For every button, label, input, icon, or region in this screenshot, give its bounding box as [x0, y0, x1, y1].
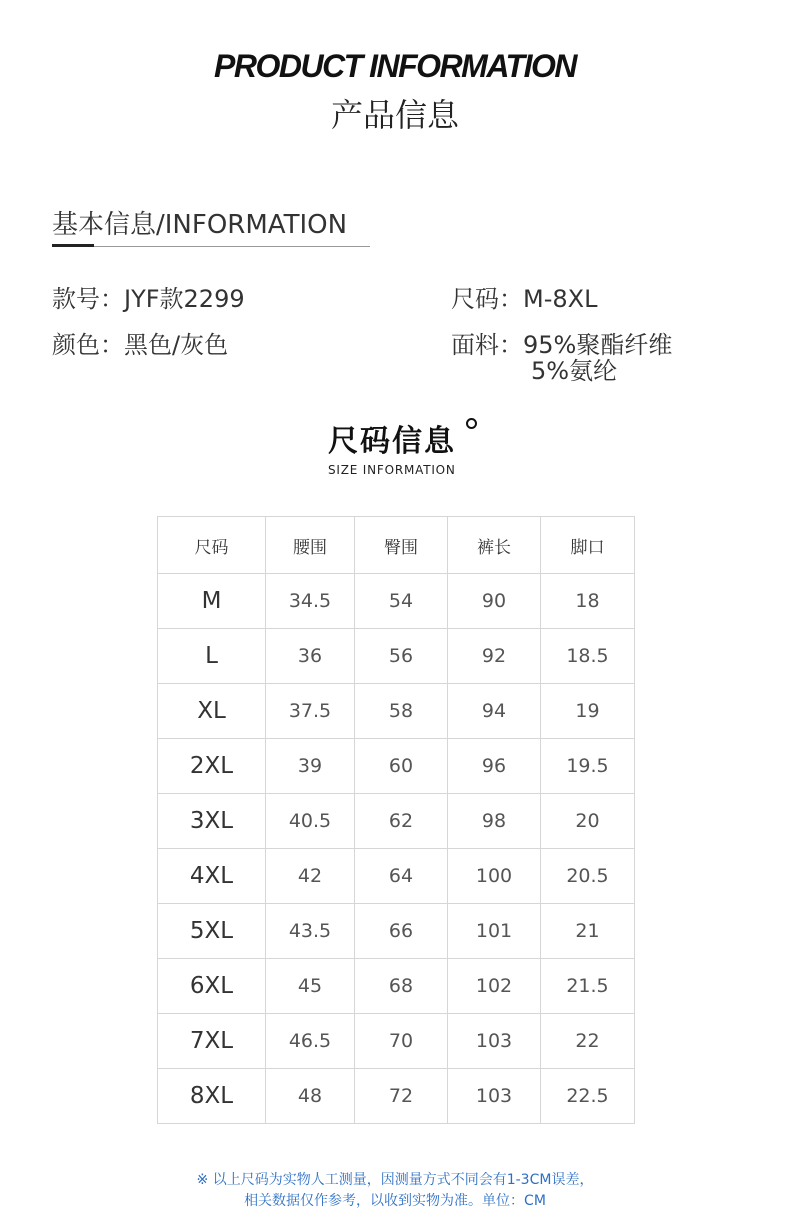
- cell-length: 103: [448, 1069, 541, 1124]
- cell-size: 2XL: [158, 739, 266, 794]
- color-row: [52, 330, 228, 360]
- measurement-note-line-2: 相关数据仅作参考，以收到实物为准。单位：CM: [244, 1193, 546, 1209]
- basic-info-heading: 基本信息/INFORMATION: [52, 210, 348, 240]
- size-range-row: [451, 284, 597, 314]
- header-length: 裤长: [448, 517, 541, 574]
- cell-size: M: [158, 574, 266, 629]
- size-section-subtitle: SIZE INFORMATION: [328, 463, 456, 477]
- fabric-value-2: 5%氨纶: [531, 357, 618, 385]
- table-row: [158, 1014, 635, 1069]
- fabric-value-1: 95%聚酯纤维: [523, 331, 673, 359]
- table-row: [158, 959, 635, 1014]
- cell-length: 103: [448, 1014, 541, 1069]
- heading-underline: [52, 246, 370, 247]
- color-value: 黑色/灰色: [124, 331, 229, 359]
- size-range-label: 尺码：: [451, 285, 523, 313]
- cell-size: XL: [158, 684, 266, 739]
- cell-length: 90: [448, 574, 541, 629]
- cell-length: 101: [448, 904, 541, 959]
- cell-hip: 64: [355, 849, 448, 904]
- table-row: [158, 1069, 635, 1124]
- cell-size: 8XL: [158, 1069, 266, 1124]
- size-section-title: 尺码信息: [328, 424, 456, 459]
- cell-hip: 58: [355, 684, 448, 739]
- header-waist: 腰围: [266, 517, 355, 574]
- cell-length: 102: [448, 959, 541, 1014]
- style-number-value: JYF款2299: [124, 285, 245, 313]
- cell-size: 5XL: [158, 904, 266, 959]
- header-size: 尺码: [158, 517, 266, 574]
- cell-waist: 46.5: [266, 1014, 355, 1069]
- cell-waist: 34.5: [266, 574, 355, 629]
- table-row: [158, 904, 635, 959]
- cell-leg-opening: 20: [541, 794, 635, 849]
- heading-underline-accent: [52, 244, 94, 247]
- cell-leg-opening: 18: [541, 574, 635, 629]
- cell-leg-opening: 21: [541, 904, 635, 959]
- cell-leg-opening: 21.5: [541, 959, 635, 1014]
- cell-hip: 68: [355, 959, 448, 1014]
- cell-length: 98: [448, 794, 541, 849]
- cell-hip: 54: [355, 574, 448, 629]
- size-table: [157, 516, 635, 1124]
- table-row: [158, 684, 635, 739]
- header-leg-opening: 脚口: [541, 517, 635, 574]
- cell-hip: 62: [355, 794, 448, 849]
- cell-waist: 36: [266, 629, 355, 684]
- cell-size: 3XL: [158, 794, 266, 849]
- cell-waist: 45: [266, 959, 355, 1014]
- cell-length: 94: [448, 684, 541, 739]
- cell-waist: 48: [266, 1069, 355, 1124]
- cell-waist: 39: [266, 739, 355, 794]
- table-header-row: [158, 517, 635, 574]
- table-row: [158, 574, 635, 629]
- cell-hip: 66: [355, 904, 448, 959]
- color-label: 颜色：: [52, 331, 124, 359]
- cell-length: 92: [448, 629, 541, 684]
- cell-length: 96: [448, 739, 541, 794]
- cell-waist: 43.5: [266, 904, 355, 959]
- cell-waist: 40.5: [266, 794, 355, 849]
- header-hip: 臀围: [355, 517, 448, 574]
- degree-circle-icon: [466, 418, 477, 429]
- cell-size: 6XL: [158, 959, 266, 1014]
- cell-leg-opening: 22: [541, 1014, 635, 1069]
- cell-size: 7XL: [158, 1014, 266, 1069]
- table-row: [158, 794, 635, 849]
- table-row: [158, 739, 635, 794]
- cell-hip: 72: [355, 1069, 448, 1124]
- page-title-cn: 产品信息: [330, 96, 459, 134]
- cell-waist: 37.5: [266, 684, 355, 739]
- cell-hip: 70: [355, 1014, 448, 1069]
- cell-waist: 42: [266, 849, 355, 904]
- cell-hip: 56: [355, 629, 448, 684]
- cell-leg-opening: 19.5: [541, 739, 635, 794]
- table-row: [158, 629, 635, 684]
- style-number-row: [52, 284, 245, 314]
- size-range-value: M-8XL: [523, 285, 598, 313]
- cell-leg-opening: 20.5: [541, 849, 635, 904]
- cell-leg-opening: 19: [541, 684, 635, 739]
- style-number-label: 款号：: [52, 285, 124, 313]
- fabric-label: 面料：: [451, 331, 523, 359]
- measurement-note-line-1: ※ 以上尺码为实物人工测量，因测量方式不同会有1-3CM误差，: [196, 1172, 594, 1188]
- cell-length: 100: [448, 849, 541, 904]
- cell-leg-opening: 18.5: [541, 629, 635, 684]
- page-title-en: PRODUCT INFORMATION: [214, 48, 576, 84]
- cell-hip: 60: [355, 739, 448, 794]
- cell-size: L: [158, 629, 266, 684]
- cell-size: 4XL: [158, 849, 266, 904]
- cell-leg-opening: 22.5: [541, 1069, 635, 1124]
- table-row: [158, 849, 635, 904]
